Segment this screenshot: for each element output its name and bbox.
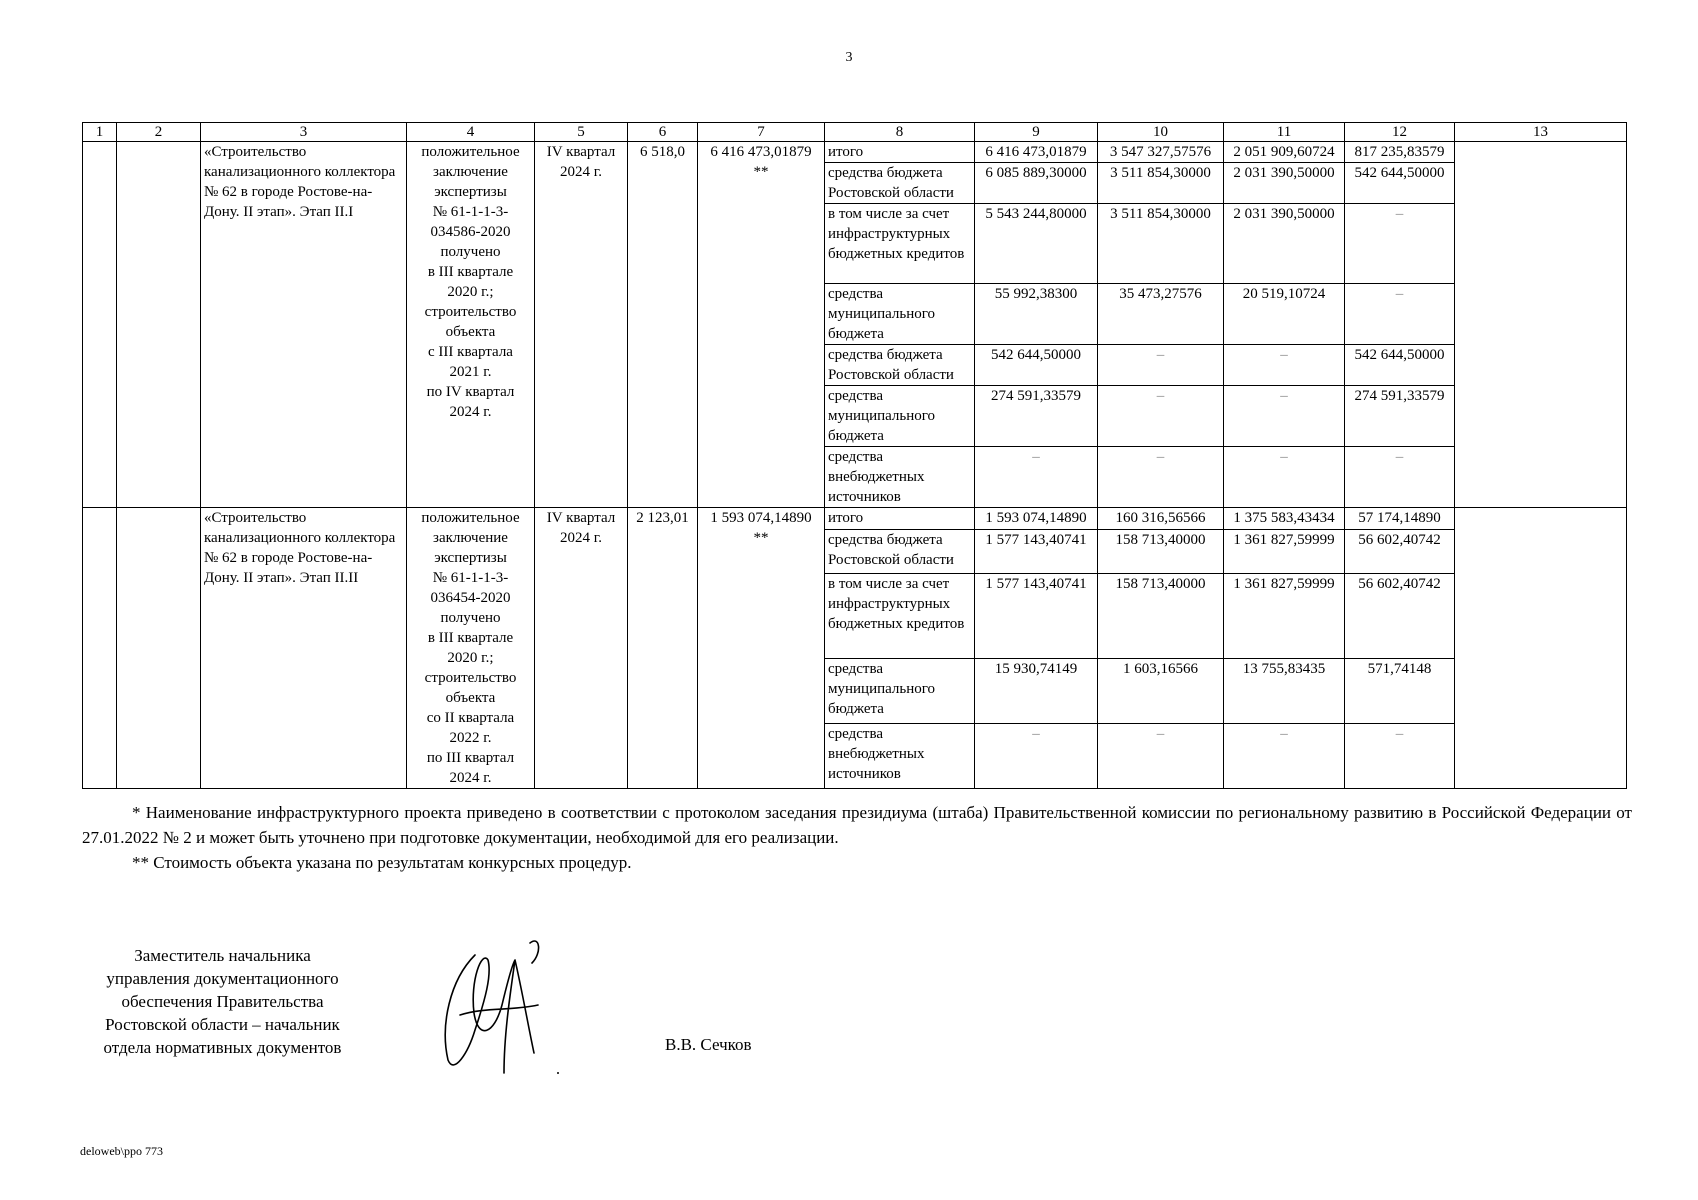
- amount-col12-cell: –: [1345, 284, 1455, 345]
- column-number-header: 8: [825, 123, 975, 142]
- amount-col12-cell: –: [1345, 447, 1455, 508]
- table-row: [83, 508, 1627, 530]
- expertise-line: 036454-2020: [430, 590, 511, 606]
- column-number-header: 7: [698, 123, 825, 142]
- project-id-cell: [117, 142, 201, 508]
- project-id-cell: [117, 508, 201, 789]
- amount-col12-cell: 57 174,14890: [1345, 508, 1455, 530]
- cost-note: **: [753, 164, 769, 180]
- cost-value: 6 416 473,01879: [710, 144, 812, 160]
- amount-col11-cell: –: [1224, 386, 1345, 447]
- column-number-header: 12: [1345, 123, 1455, 142]
- expertise-line: объекта: [445, 690, 496, 706]
- amount-col9-cell: 542 644,50000: [975, 345, 1098, 386]
- amount-col10-cell: 3 511 854,30000: [1098, 163, 1224, 204]
- amount-col11-cell: –: [1224, 724, 1345, 789]
- funding-source-label: средства внебюджетных источников: [825, 724, 975, 789]
- amount-col12-cell: 56 602,40742: [1345, 530, 1455, 574]
- cost-cell: [698, 508, 825, 789]
- expertise-line: заключение: [433, 530, 508, 546]
- signatory-title-line: Заместитель начальника: [134, 946, 311, 965]
- column-number-header: 13: [1455, 123, 1627, 142]
- signatory-title-line: обеспечения Правительства: [121, 992, 324, 1011]
- expertise-line: № 61-1-1-3-: [432, 570, 509, 586]
- amount-col11-cell: 2 051 909,60724: [1224, 142, 1345, 163]
- funding-source-label: средства бюджета Ростовской области: [825, 530, 975, 574]
- footnotes: [82, 800, 1632, 875]
- amount-col9-cell: 5 543 244,80000: [975, 204, 1098, 284]
- amount-col12-cell: 571,74148: [1345, 659, 1455, 724]
- amount-col9-cell: –: [975, 724, 1098, 789]
- funding-source-label: итого: [825, 508, 975, 530]
- amount-col12-cell: 542 644,50000: [1345, 345, 1455, 386]
- page-number: 3: [845, 50, 853, 65]
- amount-col10-cell: –: [1098, 724, 1224, 789]
- amount-col9-cell: 6 416 473,01879: [975, 142, 1098, 163]
- funding-source-label: средства внебюджетных источников: [825, 447, 975, 508]
- expertise-line: со II квартала: [426, 710, 515, 726]
- amount-col12-cell: 542 644,50000: [1345, 163, 1455, 204]
- amount-col11-cell: 2 031 390,50000: [1224, 163, 1345, 204]
- cost-cell: [698, 142, 825, 508]
- amount-col11-cell: 1 361 827,59999: [1224, 530, 1345, 574]
- row-number-cell: [83, 508, 117, 789]
- capacity-cell: 2 123,01: [628, 508, 698, 789]
- footnote-2: ** Стоимость объекта указана по результатам конкурсных процедур.: [132, 853, 632, 872]
- amount-col11-cell: 1 375 583,43434: [1224, 508, 1345, 530]
- amount-col10-cell: –: [1098, 345, 1224, 386]
- signatory-title: [80, 944, 365, 1059]
- expertise-line: объекта: [445, 324, 496, 340]
- amount-col10-cell: 160 316,56566: [1098, 508, 1224, 530]
- expertise-line: 2022 г.: [449, 730, 492, 746]
- notes-cell: [1455, 508, 1627, 789]
- amount-col12-cell: 56 602,40742: [1345, 573, 1455, 658]
- amount-col9-cell: 1 577 143,40741: [975, 530, 1098, 574]
- amount-col11-cell: 20 519,10724: [1224, 284, 1345, 345]
- signatory-title-line: управления документационного: [106, 969, 339, 988]
- column-number-header: 5: [535, 123, 628, 142]
- expertise-line: строительство: [424, 304, 517, 320]
- funding-source-label: средства бюджета Ростовской области: [825, 345, 975, 386]
- column-number-header: 11: [1224, 123, 1345, 142]
- funding-source-label: средства бюджета Ростовской области: [825, 163, 975, 204]
- amount-col10-cell: 1 603,16566: [1098, 659, 1224, 724]
- amount-col11-cell: 13 755,83435: [1224, 659, 1345, 724]
- table-row: [83, 142, 1627, 163]
- expertise-line: экспертизы: [434, 550, 507, 566]
- amount-col12-cell: 274 591,33579: [1345, 386, 1455, 447]
- handwritten-signature: [430, 935, 570, 1085]
- expertise-cell: [407, 508, 535, 789]
- amount-col9-cell: 1 593 074,14890: [975, 508, 1098, 530]
- project-name-cell: «Строительство канализационного коллектора № 62 в городе Ростове-на-Дону. II этап». Этап II.I: [201, 142, 407, 508]
- amount-col12-cell: –: [1345, 724, 1455, 789]
- row-number-cell: [83, 142, 117, 508]
- amount-col9-cell: 6 085 889,30000: [975, 163, 1098, 204]
- amount-col10-cell: 35 473,27576: [1098, 284, 1224, 345]
- expertise-line: по IV квартал: [426, 384, 515, 400]
- amount-col9-cell: 55 992,38300: [975, 284, 1098, 345]
- column-number-header: 10: [1098, 123, 1224, 142]
- table-header-row: [83, 123, 1627, 142]
- expertise-line: строительство: [424, 670, 517, 686]
- signatory-title-line: Ростовской области – начальник: [105, 1015, 340, 1034]
- amount-col10-cell: 158 713,40000: [1098, 573, 1224, 658]
- amount-col12-cell: –: [1345, 204, 1455, 284]
- funding-source-label: итого: [825, 142, 975, 163]
- funding-source-label: средства муниципального бюджета: [825, 386, 975, 447]
- project-name-cell: «Строительство канализационного коллектора № 62 в городе Ростове-на-Дону. II этап». Этап II.II: [201, 508, 407, 789]
- document-footer: deloweb\ppo 773: [80, 1144, 163, 1158]
- deadline-cell: IV квартал 2024 г.: [535, 508, 628, 789]
- cost-note: **: [753, 530, 769, 546]
- amount-col10-cell: 158 713,40000: [1098, 530, 1224, 574]
- expertise-line: 2020 г.;: [447, 284, 494, 300]
- column-number-header: 3: [201, 123, 407, 142]
- column-number-header: 4: [407, 123, 535, 142]
- expertise-line: положительное: [421, 510, 520, 526]
- amount-col10-cell: 3 547 327,57576: [1098, 142, 1224, 163]
- expertise-line: 2021 г.: [449, 364, 492, 380]
- amount-col11-cell: –: [1224, 345, 1345, 386]
- expertise-line: по III квартал: [426, 750, 515, 766]
- amount-col12-cell: 817 235,83579: [1345, 142, 1455, 163]
- signatory-name: В.В. Сечков: [665, 1035, 752, 1054]
- notes-cell: [1455, 142, 1627, 508]
- column-number-header: 1: [83, 123, 117, 142]
- expertise-line: 2024 г.: [449, 404, 492, 420]
- expertise-line: получено: [440, 610, 501, 626]
- amount-col11-cell: 2 031 390,50000: [1224, 204, 1345, 284]
- expertise-line: № 61-1-1-3-: [432, 204, 509, 220]
- expertise-cell: [407, 142, 535, 508]
- expertise-line: 2020 г.;: [447, 650, 494, 666]
- expertise-line: 034586-2020: [430, 224, 511, 240]
- expertise-line: в III квартале: [427, 264, 514, 280]
- infrastructure-table: [82, 122, 1627, 789]
- amount-col10-cell: –: [1098, 447, 1224, 508]
- expertise-line: заключение: [433, 164, 508, 180]
- expertise-line: получено: [440, 244, 501, 260]
- amount-col10-cell: 3 511 854,30000: [1098, 204, 1224, 284]
- column-number-header: 9: [975, 123, 1098, 142]
- amount-col11-cell: 1 361 827,59999: [1224, 573, 1345, 658]
- expertise-line: положительное: [421, 144, 520, 160]
- deadline-cell: IV квартал 2024 г.: [535, 142, 628, 508]
- amount-col9-cell: –: [975, 447, 1098, 508]
- footnote-1: * Наименование инфраструктурного проекта приведено в соответствии с протоколом заседания президиума (штаба) Правительственной комиссии по региональному развитию в Российской Федерации от 27.01.2022 № 2 и может быть уточнено при подготовке документации, необходимой для его реализации.: [82, 803, 1632, 847]
- expertise-line: с III квартала: [428, 344, 513, 360]
- amount-col10-cell: –: [1098, 386, 1224, 447]
- amount-col11-cell: –: [1224, 447, 1345, 508]
- signatory-title-line: отдела нормативных документов: [103, 1038, 342, 1057]
- column-number-header: 2: [117, 123, 201, 142]
- column-number-header: 6: [628, 123, 698, 142]
- capacity-cell: 6 518,0: [628, 142, 698, 508]
- amount-col9-cell: 15 930,74149: [975, 659, 1098, 724]
- funding-source-label: в том числе за счет инфраструктурных бюджетных кредитов: [825, 204, 975, 284]
- expertise-line: экспертизы: [434, 184, 507, 200]
- expertise-line: в III квартале: [427, 630, 514, 646]
- expertise-line: 2024 г.: [449, 770, 492, 786]
- amount-col9-cell: 274 591,33579: [975, 386, 1098, 447]
- funding-source-label: в том числе за счет инфраструктурных бюджетных кредитов: [825, 573, 975, 658]
- funding-source-label: средства муниципального бюджета: [825, 659, 975, 724]
- amount-col9-cell: 1 577 143,40741: [975, 573, 1098, 658]
- cost-value: 1 593 074,14890: [710, 510, 812, 526]
- funding-source-label: средства муниципального бюджета: [825, 284, 975, 345]
